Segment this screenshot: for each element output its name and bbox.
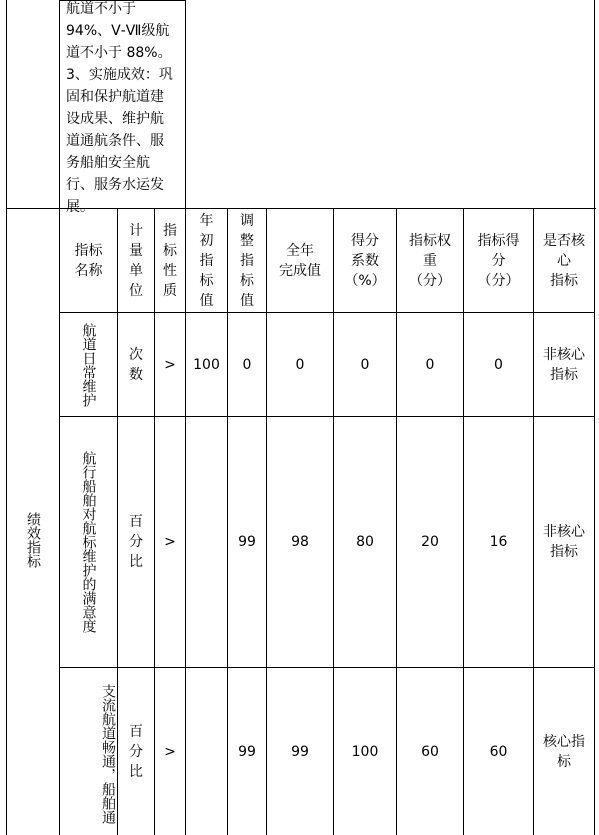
row2-initial xyxy=(186,417,227,667)
header-coef: 得分 系数 （%） xyxy=(344,232,386,289)
row3-initial xyxy=(186,668,227,835)
goal-line: 航道不小于 xyxy=(66,1,136,17)
header-weight: 指标权 重 （分） xyxy=(409,232,451,289)
row1-nature: > xyxy=(164,356,176,373)
row1-adjusted: 0 xyxy=(242,356,252,373)
row2-unit: 百 分 比 xyxy=(129,514,143,570)
rule-right xyxy=(594,0,595,835)
goal-line: 务船舶安全航 xyxy=(66,155,150,171)
goal-line: 道通航条件、服 xyxy=(66,133,164,149)
row3-actual: 99 xyxy=(291,743,309,760)
row3-unit: 百 分 比 xyxy=(129,723,143,780)
row3-coef: 100 xyxy=(351,743,379,760)
row3-name: 支流航道畅通，船舶通 xyxy=(100,683,116,824)
row3-core: 核心指 标 xyxy=(543,733,585,770)
header-actual: 全年 完成值 xyxy=(279,242,321,279)
row1-actual: 0 xyxy=(295,356,305,373)
row1-coef: 0 xyxy=(360,356,370,373)
header-score: 指标得 分 （分） xyxy=(477,232,520,289)
row3-adjusted: 99 xyxy=(238,743,256,760)
row1-weight: 0 xyxy=(425,356,435,373)
header-initial: 年 初 指 标 值 xyxy=(199,212,214,309)
goal-line: 展。 xyxy=(66,199,94,215)
row1-core: 非核心 指标 xyxy=(543,346,585,383)
row1-score: 0 xyxy=(494,356,503,373)
goal-line: 3、实施成效：巩 xyxy=(66,67,173,83)
header-core: 是否核 心 指标 xyxy=(543,232,585,289)
row1-initial: 100 xyxy=(193,356,220,373)
row2-adjusted: 99 xyxy=(238,534,256,550)
goal-line: 94%、Ⅴ-Ⅶ级航 xyxy=(66,23,170,39)
row2-core: 非核心 指标 xyxy=(543,524,585,560)
row2-nature: > xyxy=(164,534,176,550)
goal-line: 设成果、维护航 xyxy=(66,111,164,127)
header-name: 指标 名称 xyxy=(74,242,103,279)
header-adjusted: 调 整 指 标 值 xyxy=(240,212,254,309)
row2-name: 航行船舶对航标维护的满意度 xyxy=(80,451,97,633)
row1-name: 航道日常维护 xyxy=(80,322,97,407)
rule-left xyxy=(6,0,7,835)
row1-unit: 次 数 xyxy=(129,346,143,383)
row3-score: 60 xyxy=(489,743,508,760)
section-label: 绩效指标 xyxy=(25,512,41,568)
row2-weight: 20 xyxy=(421,534,439,550)
row2-actual: 98 xyxy=(291,534,309,550)
goal-text xyxy=(66,0,186,218)
header-unit: 计 量 单 位 xyxy=(129,222,143,299)
row2-score: 16 xyxy=(489,534,508,550)
row3-weight: 60 xyxy=(421,743,439,760)
goal-line: 行、服务水运发 xyxy=(66,177,164,193)
header-nature: 指 标 性 质 xyxy=(163,222,177,299)
goal-line: 固和保护航道建 xyxy=(66,89,164,105)
row3-nature: > xyxy=(164,743,176,760)
row2-coef: 80 xyxy=(356,534,374,550)
goal-line: 道不小于 88%。 xyxy=(66,45,172,61)
